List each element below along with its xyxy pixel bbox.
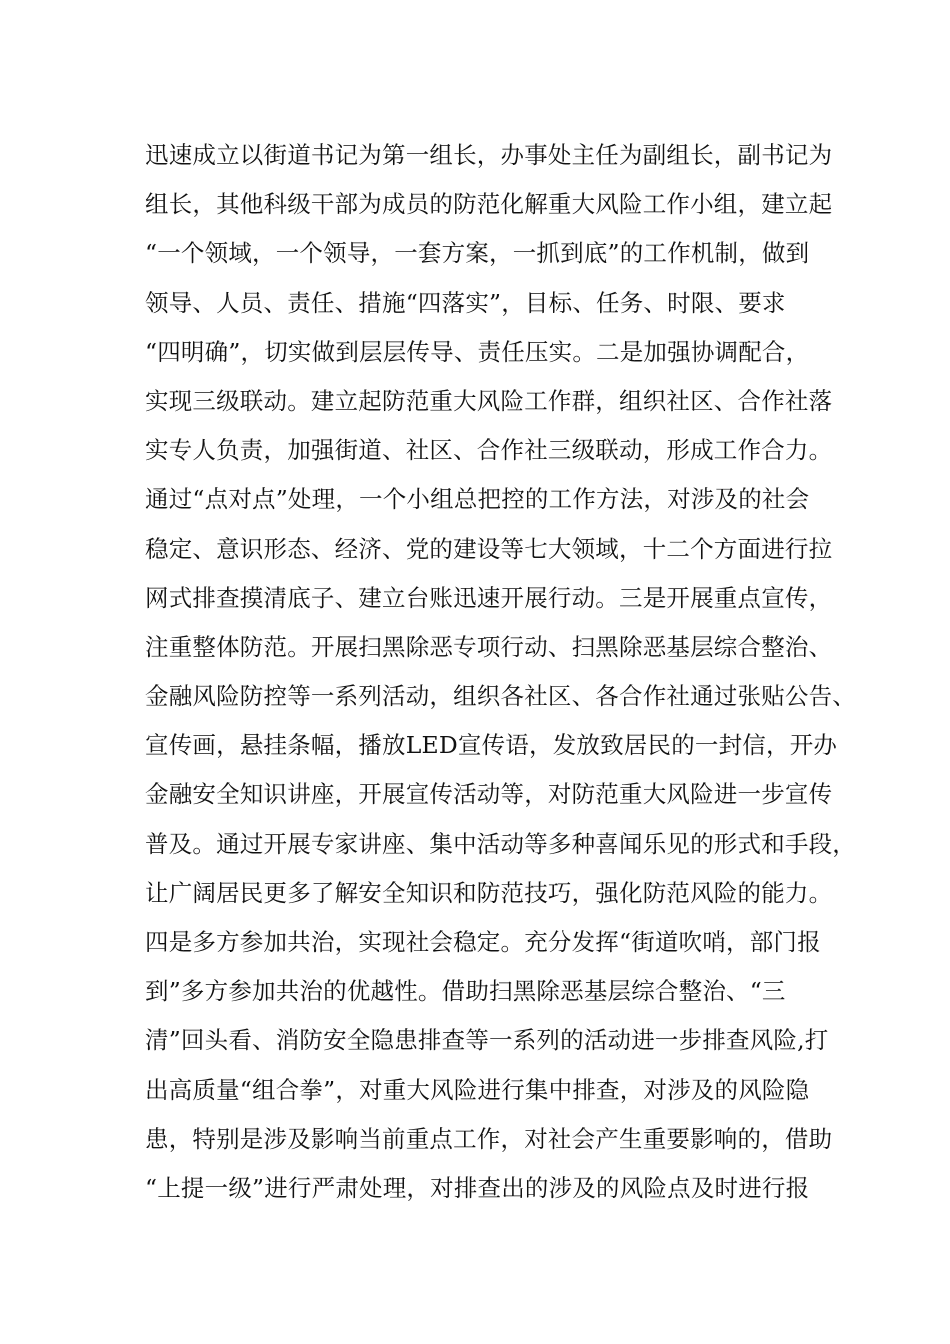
text-line: 出高质量“组合拳”，对重大风险进行集中排查，对涉及的风险隐 — [145, 1075, 810, 1104]
text-line: 组长，其他科级干部为成员的防范化解重大风险工作小组，建立起 — [145, 190, 833, 219]
text-line: 患，特别是涉及影响当前重点工作，对社会产生重要影响的，借助 — [145, 1124, 833, 1153]
text-line: “一个领域，一个领导，一套方案，一抓到底”的工作机制，做到 — [145, 239, 810, 268]
text-line: 注重整体防范。开展扫黑除恶专项行动、扫黑除恶基层综合整治、 — [145, 632, 833, 661]
text-line: 网式排查摸清底子、建立台账迅速开展行动。三是开展重点宣传， — [145, 583, 833, 612]
text-line: 迅速成立以街道书记为第一组长，办事处主任为副组长，副书记为 — [145, 141, 833, 169]
text-line: 普及。通过开展专家讲座、集中活动等多种喜闻乐见的形式和手段， — [145, 829, 856, 858]
body-text — [145, 131, 856, 1213]
text-line: 实现三级联动。建立起防范重大风险工作群，组织社区、合作社落 — [145, 386, 833, 415]
text-line: “上提一级”进行严肃处理，对排查出的涉及的风险点及时进行报 — [145, 1173, 810, 1202]
text-line: 实专人负责，加强街道、社区、合作社三级联动，形成工作合力。 — [145, 436, 833, 465]
text-line: 四是多方参加共治，实现社会稳定。充分发挥“街道吹哨，部门报 — [145, 928, 821, 956]
text-line: 领导、人员、责任、措施“四落实”，目标、任务、时限、要求 — [145, 288, 786, 317]
text-line: 宣传画，悬挂条幅，播放LED宣传语，发放致居民的一封信，开办 — [145, 731, 838, 760]
text-line: 到”多方参加共治的优越性。借助扫黑除恶基层综合整治、“三 — [145, 977, 786, 1006]
text-line: 金融风险防控等一系列活动，组织各社区、各合作社通过张贴公告、 — [145, 682, 856, 711]
text-line: “四明确”，切实做到层层传导、责任压实。二是加强协调配合， — [145, 337, 810, 366]
text-line: 金融安全知识讲座，开展宣传活动等，对防范重大风险进一步宣传 — [145, 780, 833, 809]
text-line: 稳定、意识形态、经济、党的建设等七大领域，十二个方面进行拉 — [145, 534, 833, 563]
text-line: 清”回头看、消防安全隐患排查等一系列的活动进一步排查风险,打 — [145, 1026, 829, 1055]
text-line: 让广阔居民更多了解安全知识和防范技巧，强化防范风险的能力。 — [145, 878, 833, 907]
text-line: 通过“点对点”处理，一个小组总把控的工作方法，对涉及的社会 — [145, 485, 810, 514]
